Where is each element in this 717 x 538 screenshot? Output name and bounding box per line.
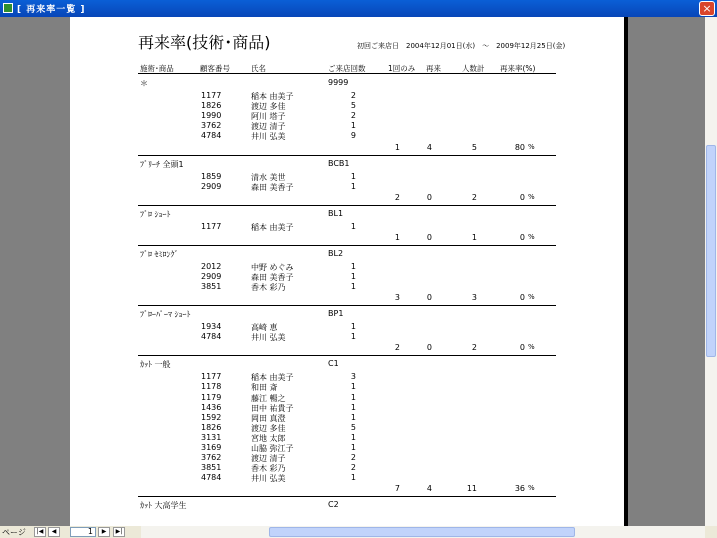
table-row xyxy=(70,393,624,403)
visit-count: 9 xyxy=(350,131,356,141)
last-page-button[interactable]: ▶| xyxy=(113,527,125,537)
customer-name: 渡辺 清子 xyxy=(251,454,286,464)
table-row xyxy=(70,131,624,141)
vertical-scroll-thumb[interactable] xyxy=(706,145,716,357)
group-summary xyxy=(70,143,624,153)
visit-count: 2 xyxy=(350,111,356,121)
customer-number: 1934 xyxy=(201,322,222,332)
customer-number: 1178 xyxy=(201,382,222,392)
col-header-name: 氏名 xyxy=(251,64,266,73)
customer-name: 井川 弘美 xyxy=(251,474,286,484)
percent-sign: % xyxy=(528,192,535,201)
visit-count: 1 xyxy=(350,382,356,392)
group-name: ﾌﾞﾛ ｼｮｰﾄ xyxy=(140,209,171,219)
group-code: BL1 xyxy=(328,208,344,218)
revisit-rate: 36 xyxy=(514,484,525,494)
title-bar xyxy=(0,0,717,17)
once-count: 1 xyxy=(394,232,400,242)
customer-number: 1179 xyxy=(201,392,222,402)
customer-number: 2012 xyxy=(201,261,222,271)
close-button[interactable]: × xyxy=(699,1,715,16)
visit-count: 1 xyxy=(350,181,356,191)
customer-number: 4784 xyxy=(201,131,222,141)
visit-count: 1 xyxy=(350,332,356,342)
customer-number: 4784 xyxy=(201,332,222,342)
customer-number: 3851 xyxy=(201,463,222,473)
visit-count: 1 xyxy=(350,322,356,332)
percent-sign: % xyxy=(528,293,535,302)
customer-name: 中野 めぐみ xyxy=(251,262,294,272)
date-range: 初回ご来店日 2004年12月01日(水) ～ 2009年12月25日(金) xyxy=(357,42,566,50)
customer-number: 1592 xyxy=(201,412,222,422)
group-code: C1 xyxy=(328,359,339,369)
report-page xyxy=(70,17,624,526)
customer-number: 2909 xyxy=(201,181,222,191)
once-count: 3 xyxy=(394,293,400,303)
col-header-total: 人数計 xyxy=(462,64,485,73)
visit-count: 1 xyxy=(350,282,356,291)
group-code: C2 xyxy=(328,500,339,510)
customer-number: 3762 xyxy=(201,121,222,131)
customer-name: 香木 彩乃 xyxy=(251,283,286,292)
total-count: 2 xyxy=(471,192,477,202)
customer-number: 1177 xyxy=(201,221,222,231)
visit-count: 1 xyxy=(350,412,356,422)
page-label: ページ xyxy=(2,528,26,537)
customer-number: 1826 xyxy=(201,101,222,111)
group-code: 9999 xyxy=(328,78,349,87)
revisit-rate: 80 xyxy=(514,142,525,152)
percent-sign: % xyxy=(528,484,535,493)
table-row xyxy=(70,372,624,382)
table-row xyxy=(70,282,624,292)
table-row xyxy=(70,423,624,433)
group-rule xyxy=(138,305,556,306)
navigation-bar xyxy=(0,526,717,538)
group-name: ｶｯﾄ 大高学生 xyxy=(140,501,187,511)
table-row xyxy=(70,101,624,111)
group-name: ｶｯﾄ 一般 xyxy=(140,360,171,370)
table-row xyxy=(70,262,624,272)
table-row xyxy=(70,473,624,483)
col-header-revisit: 再来 xyxy=(426,64,441,73)
table-row xyxy=(70,443,624,453)
table-row xyxy=(70,413,624,423)
table-row xyxy=(70,332,624,342)
group-rule xyxy=(138,155,556,156)
revisit-rate: 0 xyxy=(519,232,525,242)
visit-count: 2 xyxy=(350,453,356,463)
total-count: 2 xyxy=(471,343,477,353)
customer-name: 岡田 真澄 xyxy=(251,413,286,423)
visit-count: 1 xyxy=(350,473,356,483)
customer-name: 渡辺 多佳 xyxy=(251,423,286,433)
revisit-count: 0 xyxy=(426,192,432,202)
once-count: 7 xyxy=(394,484,400,494)
revisit-count: 0 xyxy=(426,232,432,242)
visit-count: 1 xyxy=(350,392,356,402)
visit-count: 2 xyxy=(350,463,356,473)
visit-count: 1 xyxy=(350,171,356,181)
revisit-rate: 0 xyxy=(519,293,525,303)
customer-number: 3762 xyxy=(201,453,222,463)
once-count: 1 xyxy=(394,142,400,152)
group-summary xyxy=(70,233,624,243)
customer-name: 井川 弘美 xyxy=(251,132,286,142)
customer-name: 山脇 弥江子 xyxy=(251,444,294,453)
table-row xyxy=(70,91,624,101)
total-count: 5 xyxy=(471,142,477,152)
table-row xyxy=(70,182,624,192)
revisit-count: 4 xyxy=(426,484,432,494)
horizontal-scroll-thumb[interactable] xyxy=(269,527,575,537)
customer-name: 森田 美香子 xyxy=(251,272,294,282)
total-count: 11 xyxy=(466,484,477,494)
customer-number: 1826 xyxy=(201,422,222,432)
header-rule xyxy=(138,73,556,74)
col-header-customer-no: 顧客番号 xyxy=(200,64,230,73)
table-row xyxy=(70,111,624,121)
first-page-button[interactable]: |◀ xyxy=(34,527,46,537)
app-icon xyxy=(3,3,13,13)
customer-name: 清水 美世 xyxy=(251,172,286,182)
prev-page-button[interactable]: ◀ xyxy=(48,527,60,537)
group-rule xyxy=(138,245,556,246)
customer-number: 1436 xyxy=(201,402,222,412)
table-row xyxy=(70,433,624,443)
vertical-scrollbar[interactable] xyxy=(705,17,717,526)
customer-name: 井川 弘美 xyxy=(251,333,286,343)
percent-sign: % xyxy=(528,142,535,151)
group-rule xyxy=(138,496,556,497)
customer-name: 稲本 由美子 xyxy=(251,92,294,101)
customer-number: 1177 xyxy=(201,372,222,382)
group-code: BCB1 xyxy=(328,158,350,168)
col-header-visits: ご来店回数 xyxy=(328,64,366,73)
table-row xyxy=(70,121,624,131)
revisit-count: 0 xyxy=(426,293,432,303)
visit-count: 1 xyxy=(350,121,356,131)
once-count: 2 xyxy=(394,343,400,353)
group-code: BL2 xyxy=(328,248,344,258)
next-page-button[interactable]: ▶ xyxy=(98,527,110,537)
customer-number: 2909 xyxy=(201,271,222,281)
table-row xyxy=(70,172,624,182)
group-rule xyxy=(138,355,556,356)
group-code: BP1 xyxy=(328,309,344,319)
visit-count: 1 xyxy=(350,402,356,412)
horizontal-scrollbar[interactable] xyxy=(141,526,705,538)
total-count: 3 xyxy=(471,293,477,303)
customer-name: 森田 美香子 xyxy=(251,182,294,192)
visit-count: 1 xyxy=(350,432,356,442)
table-row xyxy=(70,453,624,463)
col-header-category: 施術･商品 xyxy=(140,64,174,73)
table-row xyxy=(70,382,624,392)
customer-number: 4784 xyxy=(201,473,222,483)
customer-number: 1990 xyxy=(201,111,222,121)
revisit-rate: 0 xyxy=(519,343,525,353)
once-count: 2 xyxy=(394,192,400,202)
total-count: 1 xyxy=(471,232,477,242)
window-title: [ 再来率一覧 ] xyxy=(17,5,86,15)
customer-name: 田中 祐貴子 xyxy=(251,403,294,413)
group-summary xyxy=(70,193,624,203)
group-summary xyxy=(70,343,624,353)
customer-name: 香木 彩乃 xyxy=(251,464,286,474)
customer-name: 和田 斎 xyxy=(251,383,278,393)
group-name: ﾌﾞﾘｰﾁ 全頭1 xyxy=(140,159,184,169)
customer-name: 藤江 暢之 xyxy=(251,393,286,403)
group-rule xyxy=(138,205,556,206)
page-number-input[interactable]: 1 xyxy=(70,527,96,537)
visit-count: 3 xyxy=(350,372,356,382)
visit-count: 2 xyxy=(350,91,356,100)
revisit-count: 0 xyxy=(426,343,432,353)
report-viewport xyxy=(0,17,705,526)
customer-name: 稲本 由美子 xyxy=(251,222,294,232)
customer-name: 高崎 恵 xyxy=(251,323,278,333)
table-row xyxy=(70,222,624,232)
col-header-rate: 再来率(%) xyxy=(500,64,536,73)
customer-name: 宮地 太郎 xyxy=(251,433,286,443)
visit-count: 1 xyxy=(350,221,356,231)
visit-count: 1 xyxy=(350,443,356,452)
visit-count: 1 xyxy=(350,261,356,271)
revisit-count: 4 xyxy=(426,142,432,152)
customer-number: 1859 xyxy=(201,171,222,181)
customer-number: 3851 xyxy=(201,282,222,291)
customer-name: 渡辺 多佳 xyxy=(251,102,286,112)
group-summary xyxy=(70,293,624,303)
customer-name: 渡辺 清子 xyxy=(251,122,286,132)
percent-sign: % xyxy=(528,232,535,241)
revisit-rate: 0 xyxy=(519,192,525,202)
table-row xyxy=(70,403,624,413)
customer-name: 阿川 塔子 xyxy=(251,112,286,122)
group-name: ﾌﾞﾛｰﾊﾟｰﾏ ｼｮｰﾄ xyxy=(140,310,191,320)
customer-number: 3169 xyxy=(201,443,222,452)
group-name: ﾌﾞﾛ ｾﾐﾛﾝｸﾞ xyxy=(140,249,179,259)
customer-name: 稲本 由美子 xyxy=(251,373,294,383)
group-summary xyxy=(70,484,624,494)
table-row xyxy=(70,463,624,473)
col-header-once: 1回のみ xyxy=(388,64,416,73)
customer-number: 1177 xyxy=(201,91,222,100)
visit-count: 5 xyxy=(350,101,356,111)
report-title: 再来率(技術･商品) xyxy=(138,33,271,52)
table-row xyxy=(70,272,624,282)
visit-count: 5 xyxy=(350,422,356,432)
visit-count: 1 xyxy=(350,271,356,281)
percent-sign: % xyxy=(528,343,535,352)
table-row xyxy=(70,322,624,332)
page-edge xyxy=(624,17,628,526)
customer-number: 3131 xyxy=(201,432,222,442)
group-name: ＊ xyxy=(140,79,148,88)
